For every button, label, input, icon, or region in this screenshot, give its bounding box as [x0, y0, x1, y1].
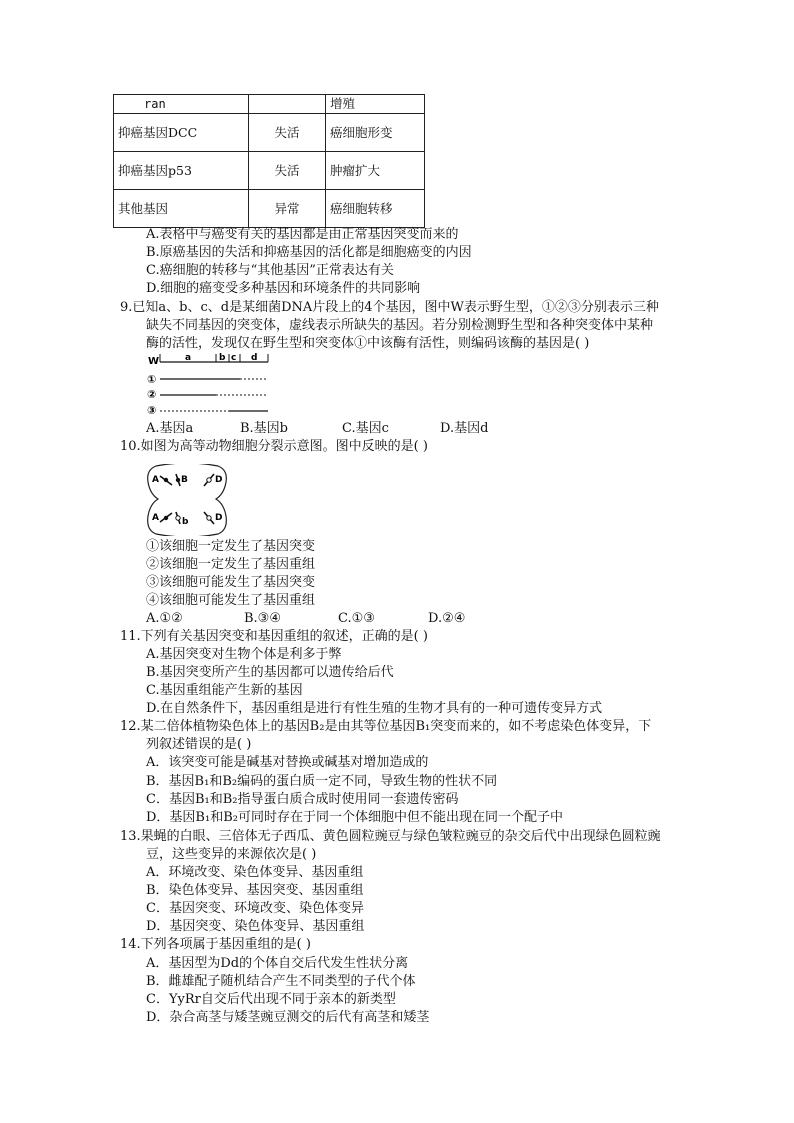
q10-option-c: C.①③ — [338, 611, 375, 626]
allele-label: b — [182, 517, 189, 527]
mutant-1-label: ① — [147, 373, 157, 386]
q11-option-a: A.基因突变对生物个体是利多于弊 — [146, 647, 342, 662]
gene-c-label: c — [231, 353, 237, 363]
q13-stem-line2: 豆，这些变异的来源依次是( ) — [146, 847, 317, 862]
table-row — [114, 114, 425, 152]
gene-deletion-figure — [146, 352, 276, 420]
table-cell: ran — [114, 95, 249, 114]
q14-option-c: C．YyRr自交后代出现不同于亲本的新类型 — [146, 992, 396, 1007]
q9-option-c: C.基因c — [342, 421, 389, 436]
q8-option-d: D.细胞的癌变受多种基因和环境条件的共同影响 — [146, 281, 421, 296]
table-cell: 癌细胞转移 — [326, 190, 425, 228]
q13-option-d: D．基因突变、染色体变异、基因重组 — [146, 919, 365, 934]
table-cell — [248, 95, 325, 114]
q10-statement-3: ③该细胞可能发生了基因突变 — [146, 575, 316, 590]
q11-option-d: D.在自然条件下，基因重组是进行有性生殖的生物才具有的一种可遗传变异方式 — [146, 701, 603, 716]
q9-stem-line1: 9.已知a、b、c、d是某细菌DNA片段上的4个基因，图中W表示野生型，①②③分别表示三种 — [120, 300, 659, 315]
q9-stem-line3: 酶的活性，发现仅在野生型和突变体①中该酶有活性，则编码该酶的基因是( ) — [146, 336, 590, 351]
table-cell: 其他基因 — [114, 190, 249, 228]
q14-option-a: A．基因型为Dd的个体自交后代发生性状分离 — [146, 956, 409, 971]
allele-label: B — [181, 475, 188, 485]
q12-option-c: C．基因B₁和B₂指导蛋白质合成时使用同一套遗传密码 — [146, 792, 459, 807]
table-cell: 抑癌基因p53 — [114, 152, 249, 190]
q9-stem-line2: 缺失不同基因的突变体，虚线表示所缺失的基因。若分别检测野生型和各种突变体中某种 — [146, 318, 654, 333]
q8-option-a: A.表格中与癌变有关的基因都是由正常基因突变而来的 — [146, 227, 459, 242]
q12-stem-line1: 12.某二倍体植物染色体上的基因B₂是由其等位基因B₁突变而来的，如不考虑染色体变异，下 — [120, 719, 652, 734]
mutant-3-label: ③ — [147, 404, 157, 417]
q10-option-a: A.①② — [146, 611, 183, 626]
q12-option-d: D．基因B₁和B₂可同时存在于同一个体细胞中但不能出现在同一个配子中 — [146, 810, 563, 825]
table-cell: 增殖 — [326, 95, 425, 114]
q9-option-a: A.基因a — [146, 421, 194, 436]
wildtype-label: W — [148, 356, 160, 367]
table-cell: 肿瘤扩大 — [326, 152, 425, 190]
q10-option-d: D.②④ — [428, 611, 466, 626]
q12-option-b: B．基因B₁和B₂编码的蛋白质一定不同，导致生物的性状不同 — [146, 774, 498, 789]
allele-label: A — [152, 475, 159, 485]
q12-stem-line2: 列叙述错误的是( ) — [146, 737, 252, 752]
gene-b-label: b — [219, 353, 226, 363]
q12-option-a: A．该突变可能是碱基对替换或碱基对增加造成的 — [146, 755, 429, 770]
table-cell: 异常 — [248, 190, 325, 228]
q14-option-d: D．杂合高茎与矮茎豌豆测交的后代有高茎和矮茎 — [146, 1010, 430, 1025]
q11-option-b: B.基因突变所产生的基因都可以遗传给后代 — [146, 665, 394, 680]
q9-option-b: B.基因b — [240, 421, 289, 436]
q10-statement-2: ②该细胞一定发生了基因重组 — [146, 557, 316, 572]
q10-statement-1: ①该细胞一定发生了基因突变 — [146, 539, 316, 554]
q11-stem: 11.下列有关基因突变和基因重组的叙述，正确的是( ) — [120, 629, 428, 644]
allele-label: A — [152, 513, 159, 523]
gene-a-label: a — [185, 353, 192, 363]
table-cell: 癌细胞形变 — [326, 114, 425, 152]
q14-option-b: B．雌雄配子随机结合产生不同类型的子代个体 — [146, 974, 416, 989]
allele-label: D — [215, 513, 223, 523]
q10-stem: 10.如图为高等动物细胞分裂示意图。图中反映的是( ) — [120, 439, 428, 454]
q10-option-b: B.③④ — [244, 611, 281, 626]
table-row — [114, 95, 425, 114]
cell-division-figure — [146, 464, 228, 536]
q11-option-c: C.基因重组能产生新的基因 — [146, 683, 303, 698]
q9-option-d: D.基因d — [440, 421, 489, 436]
q8-option-c: C.癌细胞的转移与“其他基因”正常表达有关 — [146, 263, 394, 278]
gene-table — [113, 94, 425, 228]
table-row — [114, 190, 425, 228]
q13-option-b: B．染色体变异、基因突变、基因重组 — [146, 883, 364, 898]
q13-option-a: A．环境改变、染色体变异、基因重组 — [146, 865, 364, 880]
mutant-2-label: ② — [147, 388, 157, 401]
gene-d-label: d — [251, 353, 258, 363]
q10-statement-4: ④该细胞可能发生了基因重组 — [146, 593, 316, 608]
q13-option-c: C．基因突变、环境改变、染色体变异 — [146, 901, 364, 916]
table-cell: 失活 — [248, 114, 325, 152]
table-cell: 抑癌基因DCC — [114, 114, 249, 152]
table-cell: 失活 — [248, 152, 325, 190]
allele-label: D — [215, 475, 223, 485]
q14-stem: 14.下列各项属于基因重组的是( ) — [120, 937, 311, 952]
q13-stem-line1: 13.果蝇的白眼、三倍体无子西瓜、黄色圆粒豌豆与绿色皱粒豌豆的杂交后代中出现绿色圆粒豌 — [120, 829, 661, 844]
table-row — [114, 152, 425, 190]
q8-option-b: B.原癌基因的失活和抑癌基因的活化都是细胞癌变的内因 — [146, 245, 472, 260]
